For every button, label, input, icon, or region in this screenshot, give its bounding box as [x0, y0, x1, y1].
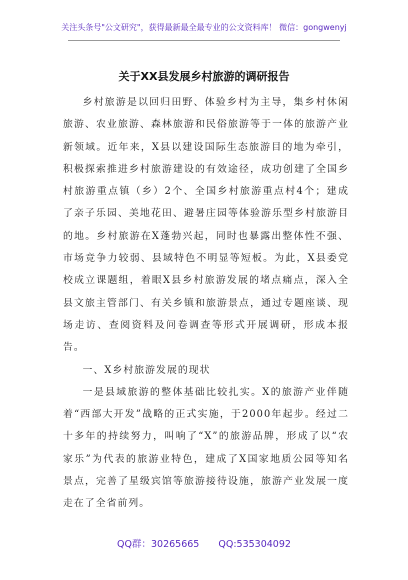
section-heading: 一、X乡村旅游发展的现状	[82, 364, 211, 376]
footer-qq-group: QQ群：30265665	[117, 539, 200, 550]
document-title: 关于XX县发展乡村旅游的调研报告	[118, 70, 290, 83]
footer-qq-number: QQ:535304092	[218, 539, 291, 550]
footer-contacts	[0, 536, 408, 550]
header-banner: 关注头条号"公文研究"，获得最新最全最专业的公文资料库！ 微信：gongwenyj	[61, 23, 347, 32]
paragraph-first-point: 一是县域旅游的整体基础比较扎实。X的旅游产业伴随着“西部大开发”战略的正式实施，于2000年起步。经过二十多年的持续努力，叫响了“X”的旅游品牌，形成了以“农家乐”为代表的旅游业特色，建成了X国家地质公园等知名景点，完善了星级宾馆等旅游接待设施，旅游产业发展一度走在了全省前列。	[63, 386, 349, 510]
document-body	[63, 92, 349, 516]
header-divider	[68, 40, 340, 41]
paragraph-intro: 乡村旅游是以回归田野、体验乡村为主导，集乡村休闲旅游、农业旅游、森林旅游和民俗旅游等于一体的旅游产业新领域。近年来，X县以建设国际生态旅游目的地为牵引，积极探索推进乡村旅游建设的有效途径，成功创建了全国乡村旅游重点镇（乡）2个、全国乡村旅游重点村4个；建成了亲子乐园、美地花田、避暑庄园等体验游乐型乡村旅游目的地。乡村旅游在X蓬勃兴起，同时也暴露出整体性不强、市场竞争力较弱、县域特色不明显等短板。为此，X县委党校成立课题组，着眼X县乡村旅游发展的堵点痛点，深入全县文旅主管部门、有关乡镇和旅游景点，通过专题座谈、现场走访、查阅资料及问卷调查等形式开展调研，形成本报告。	[63, 97, 349, 354]
